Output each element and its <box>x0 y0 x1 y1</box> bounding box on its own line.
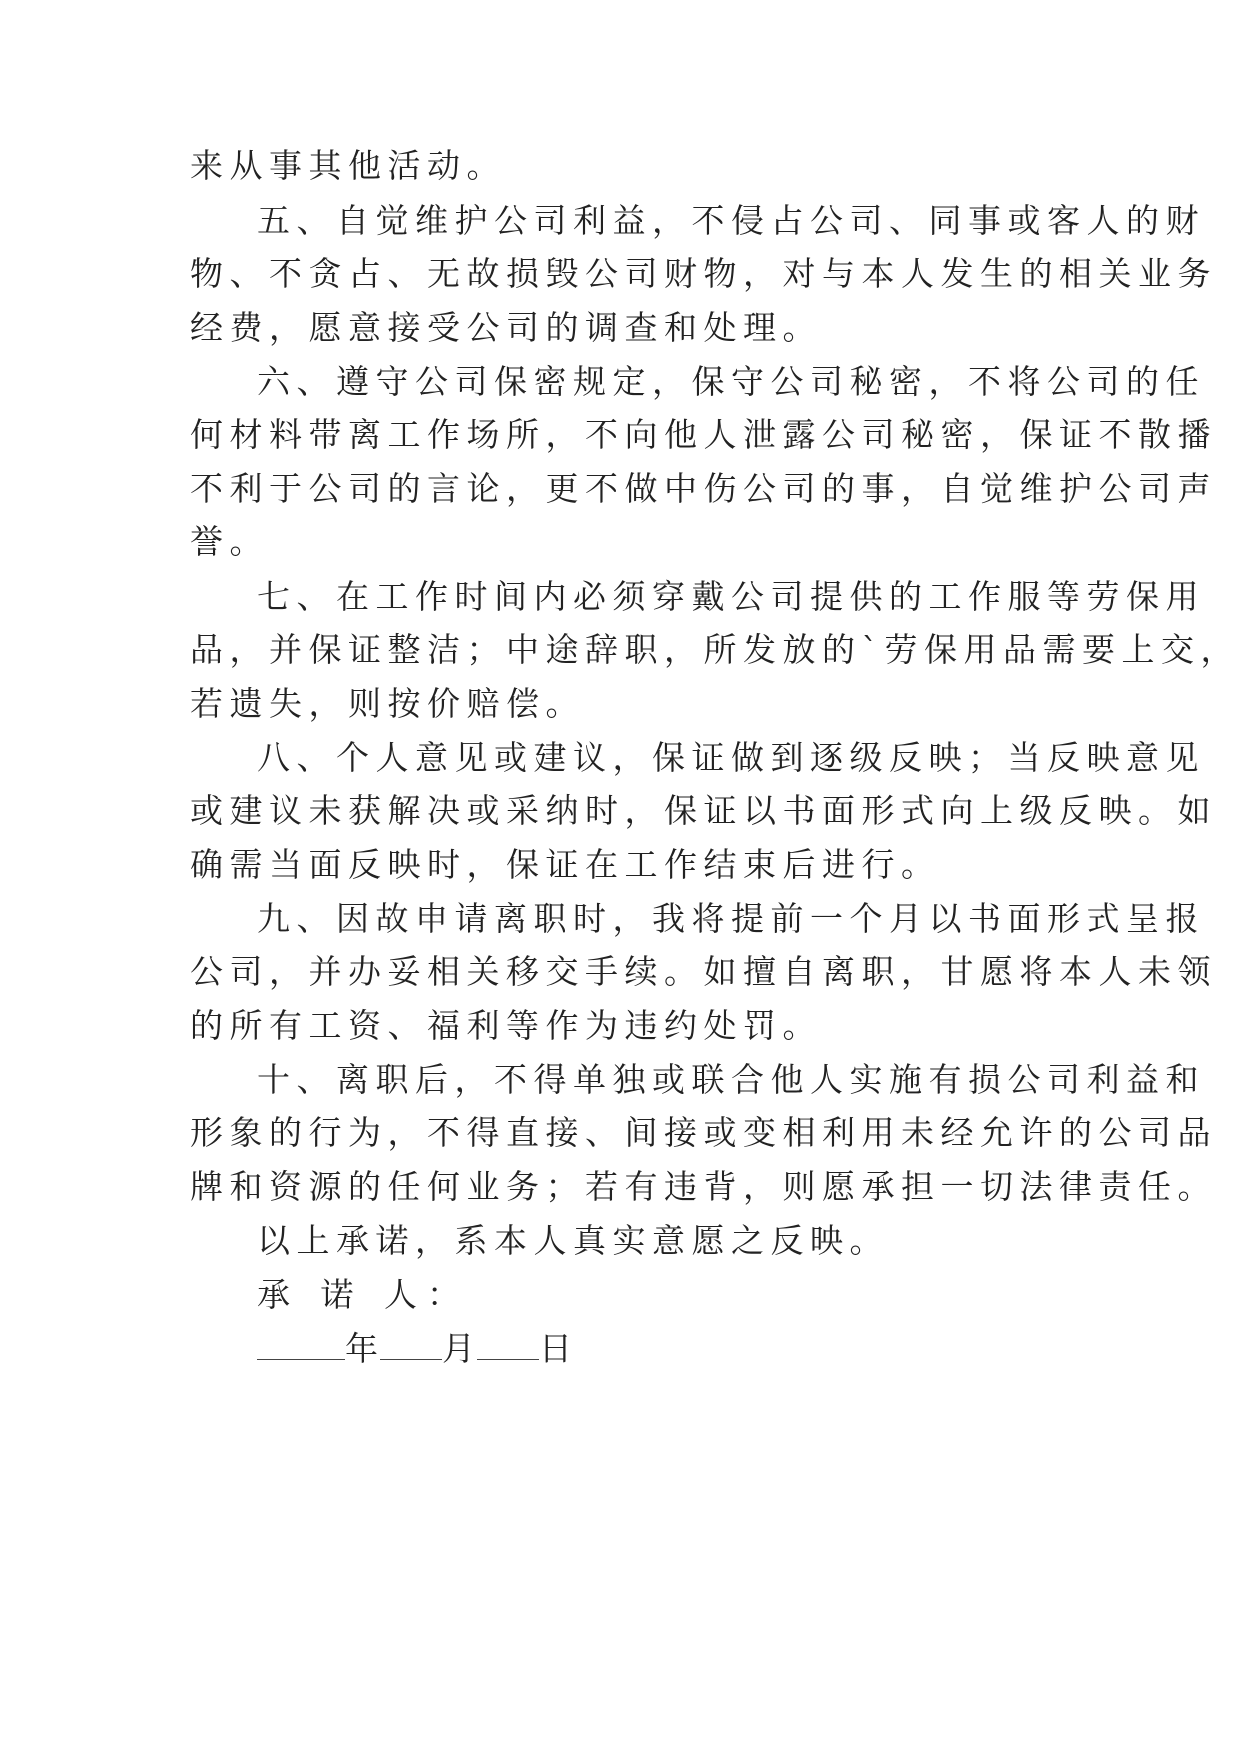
paragraph-line: 八、个人意见或建议，保证做到逐级反映；当反映意见 <box>257 738 1205 777</box>
year-blank <box>257 1329 345 1360</box>
paragraph-line: 品，并保证整洁；中途辞职，所发放的`劳保用品需要上交， <box>190 630 1240 669</box>
paragraph-line: 誉。 <box>190 522 269 561</box>
day-label: 日 <box>539 1329 574 1368</box>
month-blank <box>380 1329 442 1360</box>
signatory-label: 承 诺 人： <box>257 1275 470 1314</box>
paragraph-line: 或建议未获解决或采纳时，保证以书面形式向上级反映。如 <box>190 791 1217 830</box>
year-label: 年 <box>345 1329 380 1368</box>
paragraph-line: 形象的行为，不得直接、间接或变相利用未经允许的公司品 <box>190 1113 1217 1152</box>
paragraph-line: 来从事其他活动。 <box>190 146 506 185</box>
paragraph-line: 牌和资源的任何业务；若有违背，则愿承担一切法律责任。 <box>190 1167 1217 1206</box>
paragraph-line: 物、不贪占、无故损毁公司财物，对与本人发生的相关业务 <box>190 254 1217 293</box>
paragraph-line: 公司，并办妥相关移交手续。如擅自离职，甘愿将本人未领 <box>190 952 1217 991</box>
paragraph-line: 若遗失，则按价赔偿。 <box>190 684 585 723</box>
paragraph-line: 六、遵守公司保密规定，保守公司秘密，不将公司的任 <box>257 362 1205 401</box>
month-label: 月 <box>442 1329 477 1368</box>
day-blank <box>477 1329 539 1360</box>
paragraph-line: 的所有工资、福利等作为违约处罚。 <box>190 1006 822 1045</box>
closing-statement: 以上承诺，系本人真实意愿之反映。 <box>257 1221 889 1260</box>
paragraph-line: 确需当面反映时，保证在工作结束后进行。 <box>190 845 941 884</box>
paragraph-line: 不利于公司的言论，更不做中伤公司的事，自觉维护公司声 <box>190 469 1217 508</box>
paragraph-line: 七、在工作时间内必须穿戴公司提供的工作服等劳保用 <box>257 577 1205 616</box>
paragraph-line: 九、因故申请离职时，我将提前一个月以书面形式呈报 <box>257 899 1205 938</box>
date-line <box>257 1329 574 1369</box>
paragraph-line: 五、自觉维护公司利益，不侵占公司、同事或客人的财 <box>257 201 1205 240</box>
paragraph-line: 经费，愿意接受公司的调查和处理。 <box>190 308 822 347</box>
paragraph-line: 十、离职后，不得单独或联合他人实施有损公司利益和 <box>257 1060 1205 1099</box>
paragraph-line: 何材料带离工作场所，不向他人泄露公司秘密，保证不散播 <box>190 415 1217 454</box>
